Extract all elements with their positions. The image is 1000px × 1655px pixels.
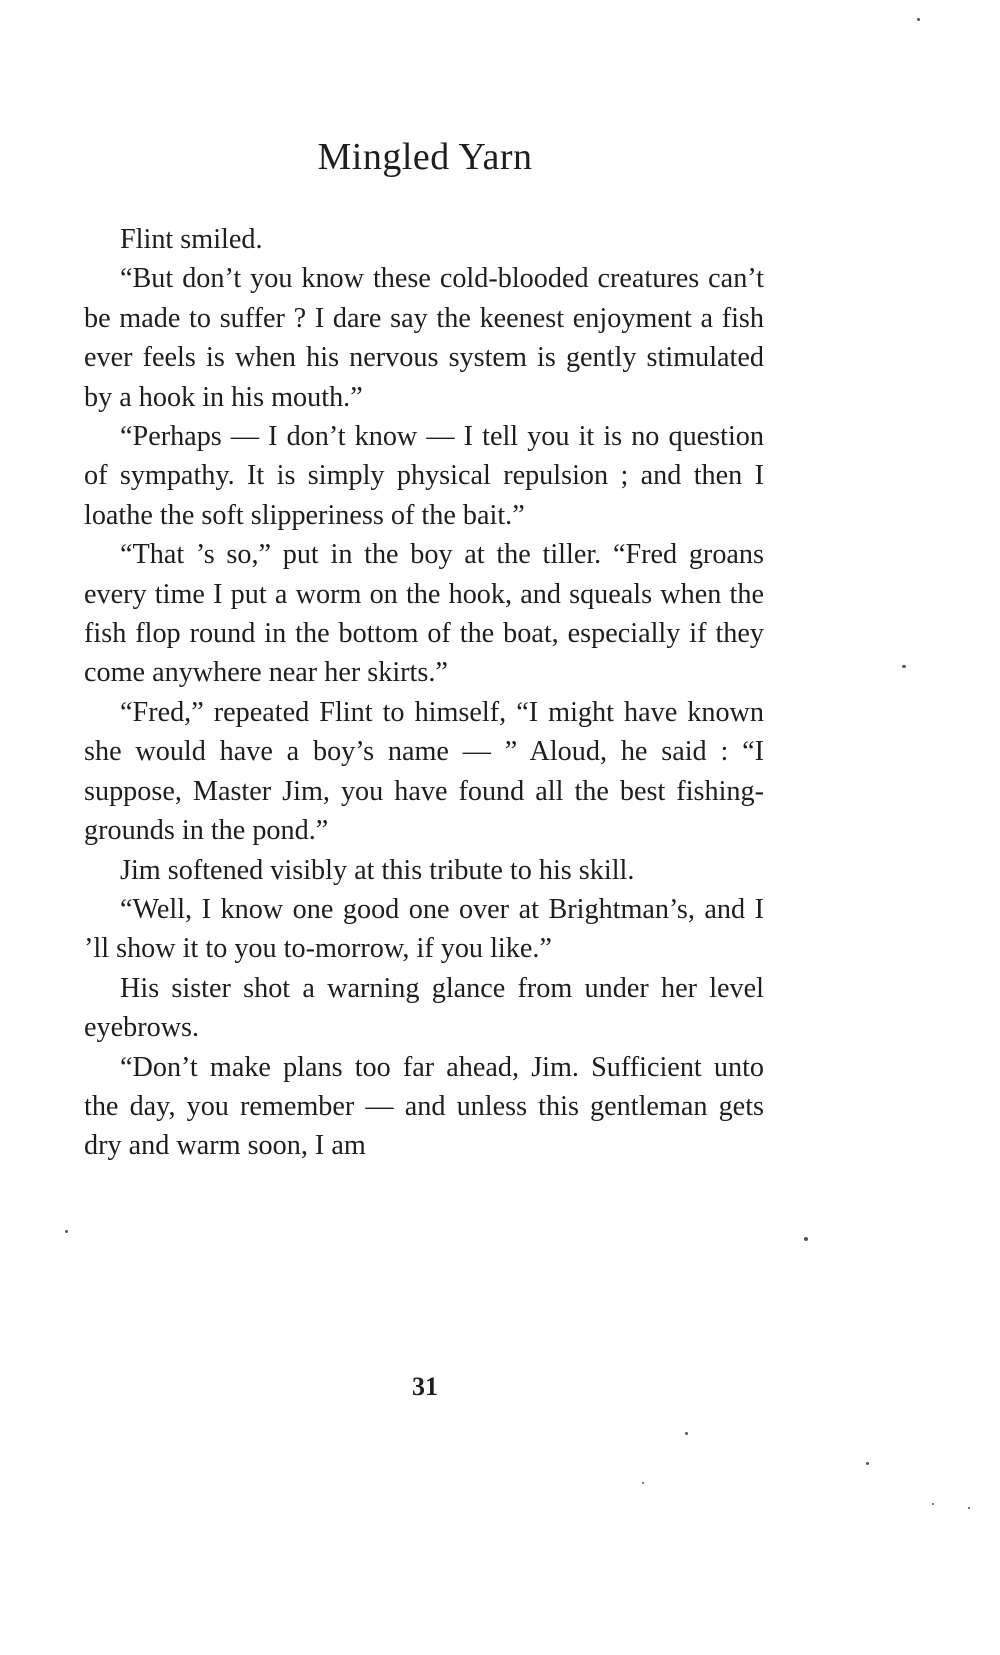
scan-speck [65,1230,68,1233]
scan-speck [866,1462,869,1465]
paragraph: “Don’t make plans too far ahead, Jim. Sufficient unto the day, you remember — and unless this gentleman gets dry and warm soon, I am [84,1051,764,1162]
running-head: Mingled Yarn [317,136,533,178]
page-number: 31 [412,1372,438,1401]
scan-speck [968,1507,970,1509]
scan-speck [642,1482,644,1484]
paragraph: “That ’s so,” put in the boy at the tiller. “Fred groans every time I put a worm on the hook, and squeals when the fish flop round in the bottom of the boat, especially if they come anywhere near her skirts.” [84,539,764,689]
paragraph: “But don’t you know these cold-blooded creatures can’t be made to suffer ? I dare say the keenest enjoyment a fish ever feels is when his nervous system is gently stimulated by a hook in his mouth.” [84,263,764,413]
scan-speck [902,665,906,668]
paragraph: Flint smiled. [120,224,263,255]
paragraph: His sister shot a warning glance from under her level eyebrows. [84,972,764,1044]
paragraph: “Perhaps — I don’t know — I tell you it is no question of sympathy. It is simply physical repulsion ; and then I loathe the soft slipperiness of the bait.” [84,421,764,531]
scan-speck [804,1237,808,1241]
body-text [84,220,764,1166]
scan-speck [685,1432,688,1435]
scan-speck [917,18,920,21]
paragraph: “Well, I know one good one over at Brightman’s, and I ’ll show it to you to-morrow, if you like.” [84,893,764,965]
paragraph: “Fred,” repeated Flint to himself, “I might have known she would have a boy’s name — ” Aloud, he said : “I suppose, Master Jim, you have found all the best fishing-grounds in the pond.” [84,696,764,847]
scan-speck [932,1503,934,1505]
paragraph: Jim softened visibly at this tribute to his skill. [120,854,635,886]
